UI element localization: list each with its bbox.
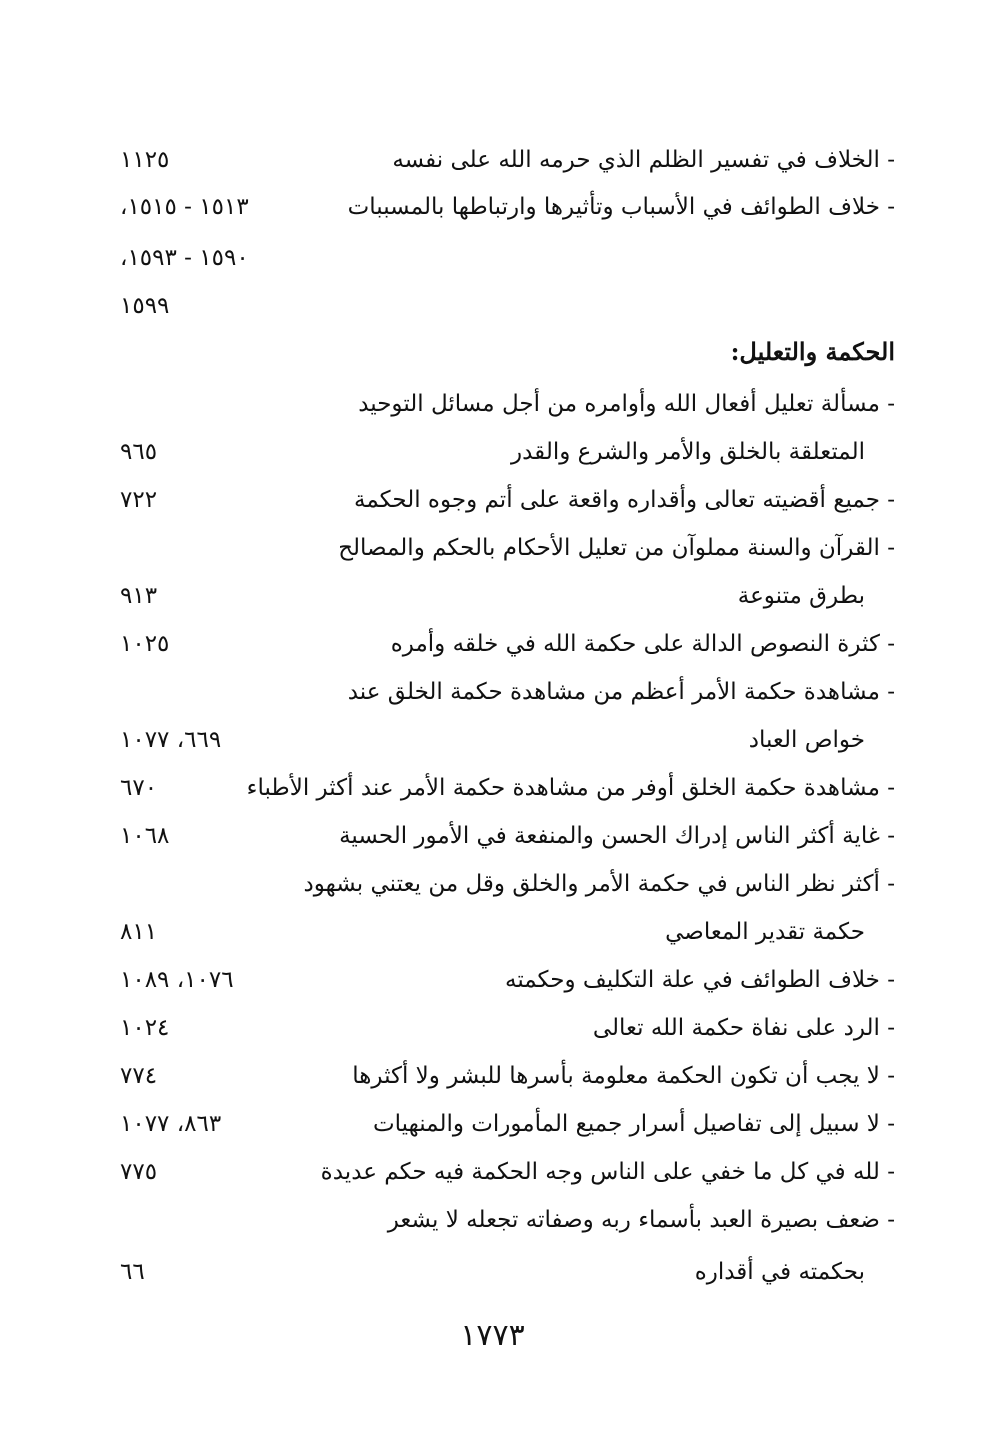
- entry-pages: ١٥٩٩: [120, 293, 170, 319]
- entry-pages: ٧٧٤: [120, 1063, 158, 1089]
- entry-pages: ٧٧٥: [120, 1159, 158, 1185]
- entry-pages: ٦٧٠: [120, 775, 158, 801]
- index-entry: [120, 1198, 895, 1242]
- index-entry: [120, 910, 895, 954]
- entry-text: - خلاف الطوائف في علة التكليف وحكمته: [504, 967, 895, 993]
- entry-text: - جميع أقضيته تعالى وأقداره واقعة على أتم وجوه الحكمة: [354, 487, 895, 513]
- index-entry: [120, 138, 895, 182]
- entry-pages: ١٥١٣ - ١٥١٥،: [120, 194, 249, 220]
- entry-pages: ٩٦٥: [120, 439, 158, 465]
- entry-pages: ١٠٢٤: [120, 1015, 170, 1041]
- entry-text: - لا يجب أن تكون الحكمة معلومة بأسرها للبشر ولا أكثرها: [352, 1063, 895, 1089]
- entry-text: - الخلاف في تفسير الظلم الذي حرمه الله على نفسه: [392, 147, 895, 173]
- index-entry: [120, 718, 895, 762]
- entry-pages: ٨١١: [120, 919, 158, 945]
- index-entry: [120, 1250, 895, 1294]
- entry-text: - مشاهدة حكمة الأمر أعظم من مشاهدة حكمة الخلق عند: [347, 679, 895, 705]
- entry-text: - مسألة تعليل أفعال الله وأوامره من أجل مسائل التوحيد: [358, 391, 895, 417]
- index-entry: [120, 766, 895, 810]
- index-entry: [120, 862, 895, 906]
- index-entry: [120, 185, 895, 229]
- entry-pages: ٧٢٢: [120, 487, 158, 513]
- index-entry: [120, 382, 895, 426]
- index-entry: [120, 478, 895, 522]
- entry-text: - خلاف الطوائف في الأسباب وتأثيرها وارتباطها بالمسببات: [347, 194, 895, 220]
- entry-pages: ١٠٦٨: [120, 823, 170, 849]
- section-heading-row: [120, 330, 895, 374]
- index-entry: [120, 574, 895, 618]
- index-entry: [120, 430, 895, 474]
- entry-pages: ١٥٩٠ - ١٥٩٣،: [120, 245, 249, 271]
- entry-pages: ١٠٧٦، ١٠٨٩: [120, 967, 234, 993]
- index-entry: [120, 526, 895, 570]
- index-entry: [120, 814, 895, 858]
- entry-text: - غاية أكثر الناس إدراك الحسن والمنفعة في الأمور الحسية: [339, 823, 895, 849]
- index-entry: [120, 236, 895, 280]
- index-entry: [120, 670, 895, 714]
- entry-text: - مشاهدة حكمة الخلق أوفر من مشاهدة حكمة الأمر عند أكثر الأطباء: [246, 775, 895, 801]
- index-entry: [120, 1006, 895, 1050]
- index-entry: [120, 622, 895, 666]
- entry-text: - أكثر نظر الناس في حكمة الأمر والخلق وقل من يعتني بشهود: [303, 871, 895, 897]
- index-entry: [120, 284, 895, 328]
- entry-text: المتعلقة بالخلق والأمر والشرع والقدر: [511, 439, 865, 465]
- entry-pages: ١١٢٥: [120, 147, 170, 173]
- entry-pages: ٩١٣: [120, 583, 158, 609]
- entry-text: - لله في كل ما خفي على الناس وجه الحكمة فيه حكم عديدة: [320, 1159, 895, 1185]
- entry-text: - كثرة النصوص الدالة على حكمة الله في خلقه وأمره: [390, 631, 895, 657]
- index-entry: [120, 1102, 895, 1146]
- entry-text: خواص العباد: [748, 727, 865, 753]
- entry-text: بحكمته في أقداره: [694, 1259, 865, 1285]
- section-heading: الحكمة والتعليل:: [730, 337, 895, 366]
- entry-text: - ضعف بصيرة العبد بأسماء ربه وصفاته تجعله لا يشعر: [387, 1207, 895, 1233]
- entry-text: - الرد على نفاة حكمة الله تعالى: [592, 1015, 895, 1041]
- entry-pages: ٦٦: [120, 1259, 145, 1285]
- entry-text: - لا سبيل إلى تفاصيل أسرار جميع المأمورات والمنهيات: [373, 1111, 895, 1137]
- entry-pages: ٨٦٣، ١٠٧٧: [120, 1111, 222, 1137]
- entry-text: حكمة تقدير المعاصي: [665, 919, 865, 945]
- entry-text: بطرق متنوعة: [737, 583, 865, 609]
- entry-pages: ١٠٢٥: [120, 631, 170, 657]
- index-entry: [120, 1150, 895, 1194]
- entry-pages: ٦٦٩، ١٠٧٧: [120, 727, 222, 753]
- index-entry: [120, 1054, 895, 1098]
- index-entry: [120, 958, 895, 1002]
- entry-text: - القرآن والسنة مملوآن من تعليل الأحكام بالحكم والمصالح: [338, 535, 895, 561]
- page-number: ١٧٧٣: [460, 1318, 525, 1353]
